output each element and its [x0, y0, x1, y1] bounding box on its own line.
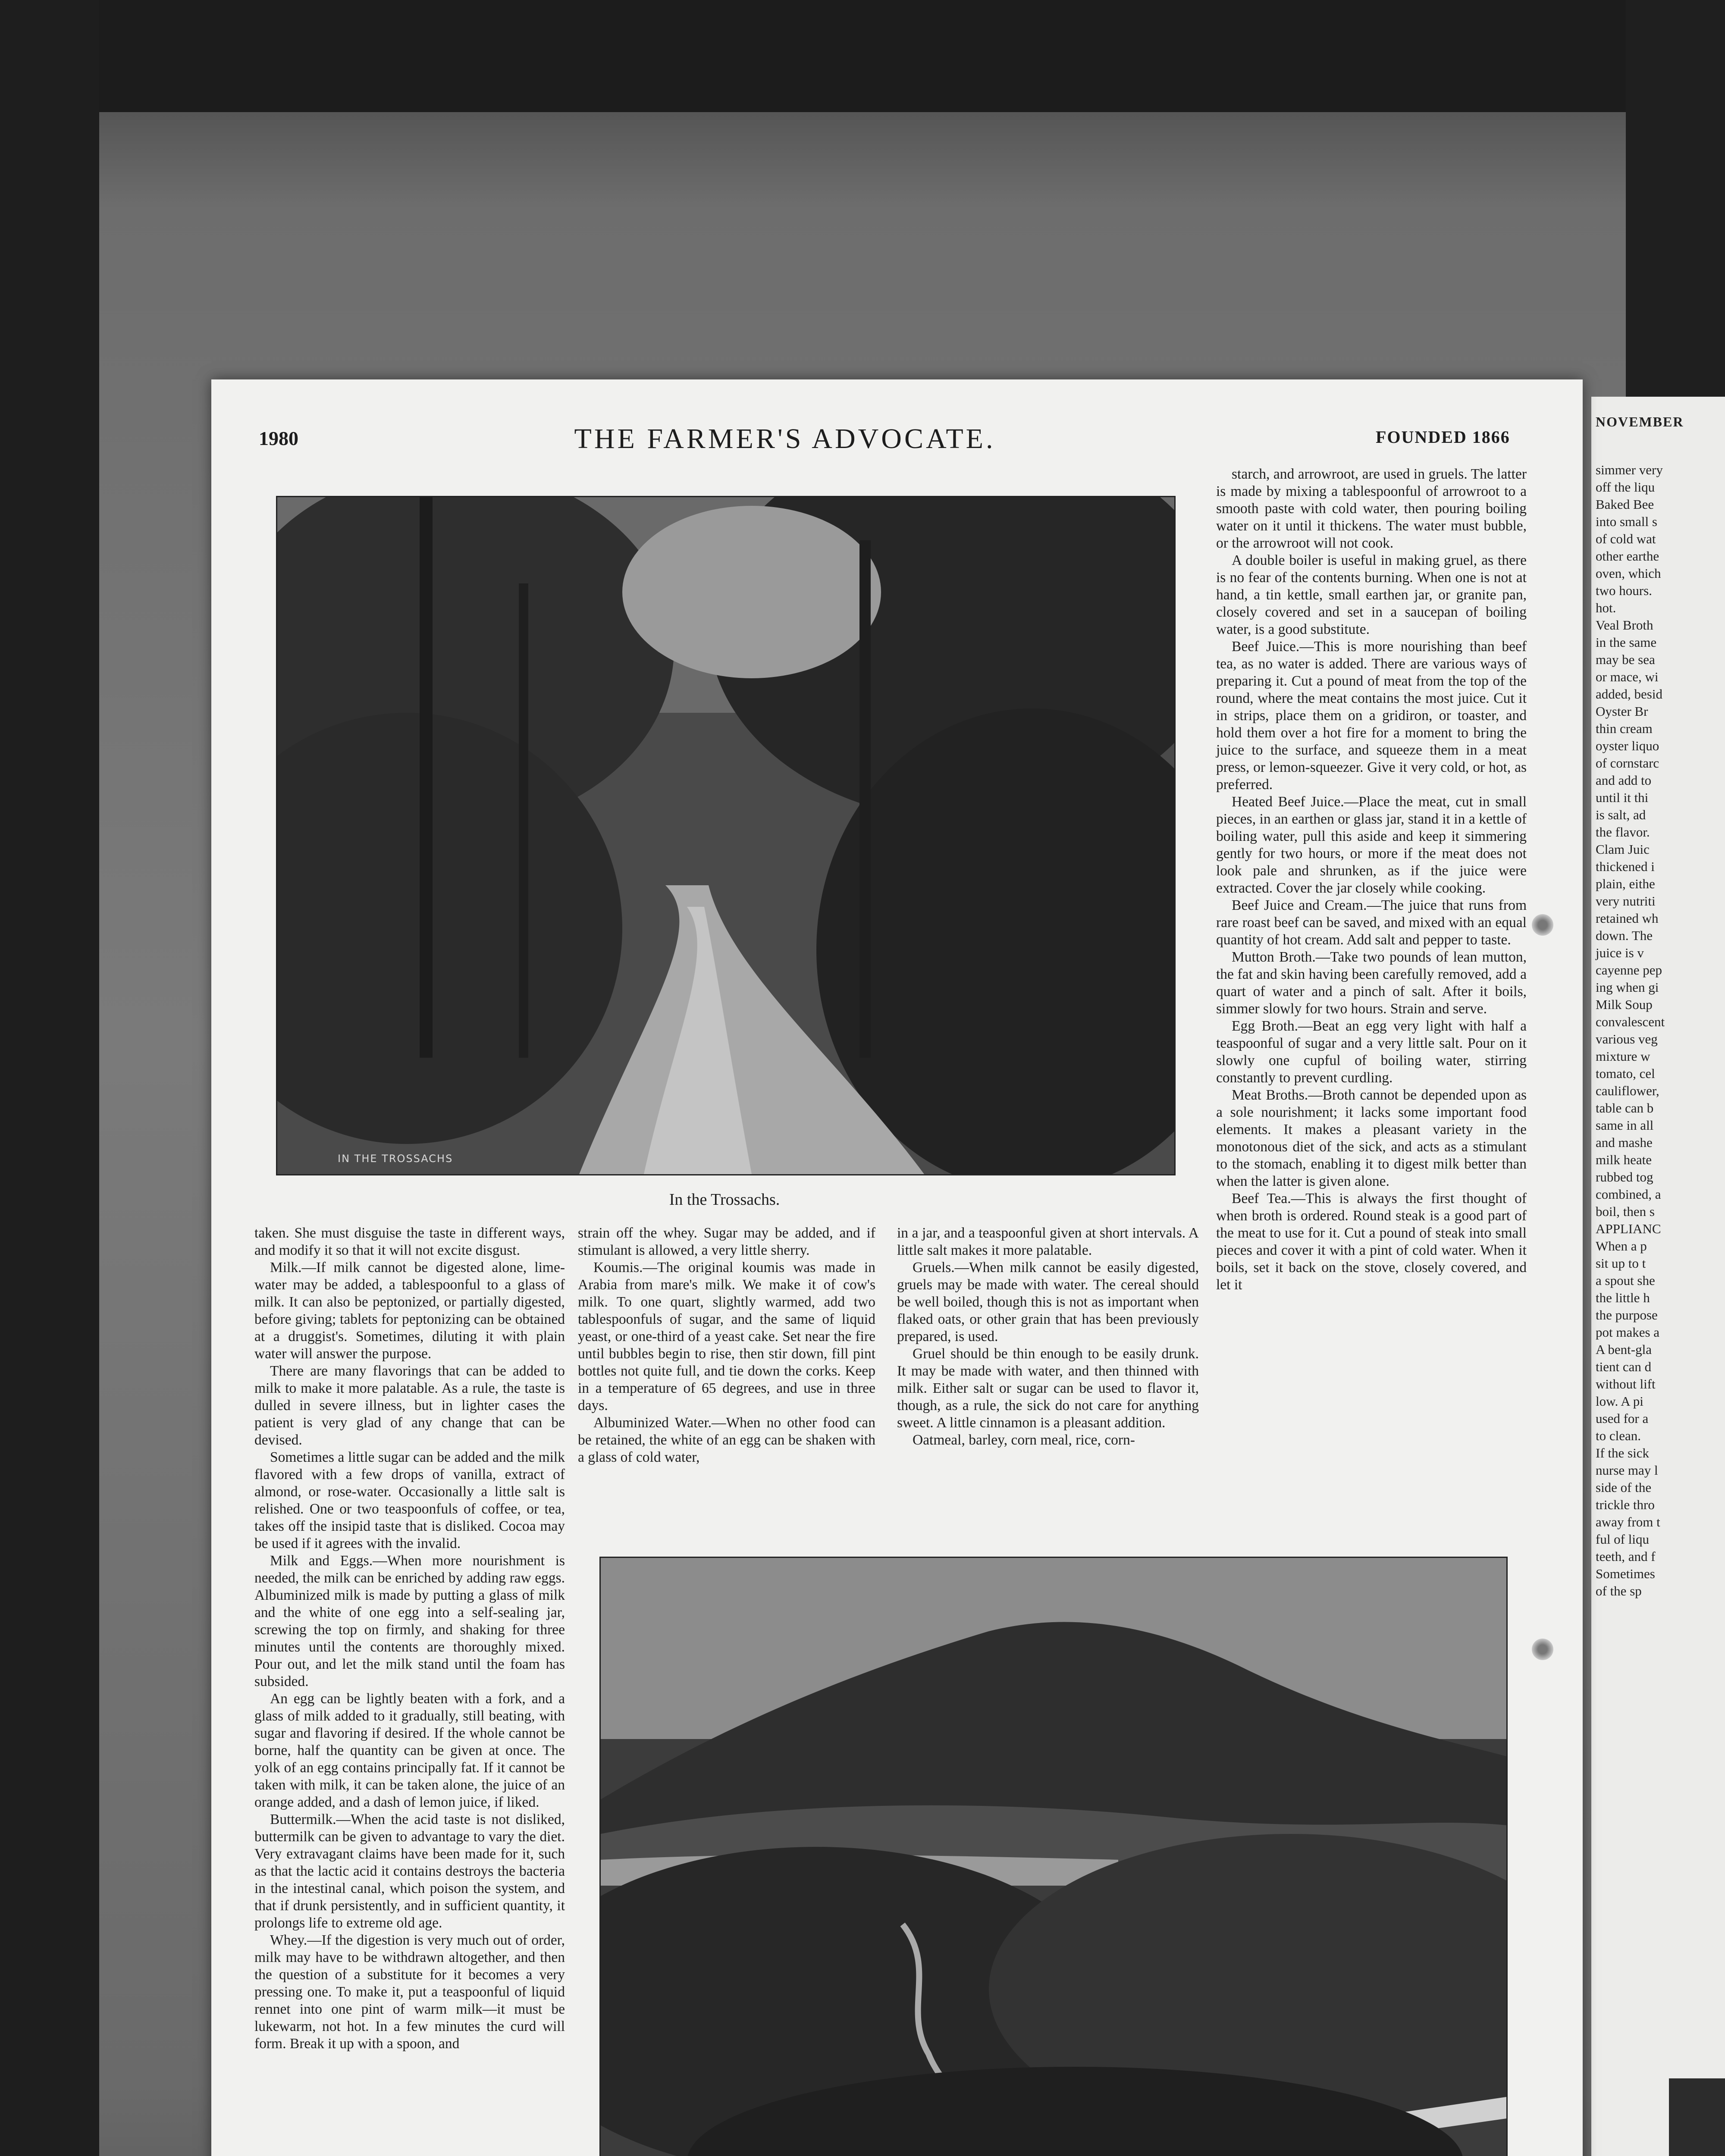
paragraph: Sometimes a little sugar can be added and the milk flavored with a few drops of vanilla, extract of almond, or rose-water. Occasionally a little salt is relished. One or two teaspoonfuls of coffee, or tea, takes off the insipid taste that is disliked. Cocoa may be used if it agrees with the invalid.	[254, 1449, 565, 1551]
paragraph: Albuminized Water.—When no other food can be retained, the white of an egg can be shaken with a glass of cold water,	[578, 1415, 875, 1465]
adjacent-page-fragment	[1591, 397, 1725, 2156]
adjacent-page-header: NOVEMBER	[1596, 414, 1684, 429]
binding-hole	[1532, 1639, 1553, 1660]
forest-road-photo-icon	[276, 496, 1176, 1175]
paragraph: An egg can be lightly beaten with a fork, and a glass of milk added to it gradually, still beating, with sugar and flavoring if desired. If the whole cannot be borne, half the quantity can be given at once. The yolk of an egg contains principally fat. If it cannot be taken with milk, it can be taken alone, the juice of an orange added, and a dash of lemon juice, if liked.	[254, 1691, 565, 1810]
paragraph: Beef Juice.—This is more nourishing than beef tea, as no water is added. There are various ways of preparing it. Cut a pound of meat from the top of the round, where the meat contains the most juice. Cut it in strips, place them on a gridiron, or toaster, and hold them over a hot fire for a moment to bring the juice to the surface, and squeeze them in a meat press, or lemon-squeezer. Give it very cold, or hot, as preferred.	[1216, 639, 1527, 793]
paragraph: Oatmeal, barley, corn meal, rice, corn-	[913, 1432, 1135, 1448]
binding-hole	[1532, 914, 1553, 936]
paragraph: Whey.—If the digestion is very much out of order, milk may have to be withdrawn altogether, and then the question of a substitute for it becomes a very pressing one. To make it, put a teaspoonful of liquid rennet into one pint of warm milk—it must be lukewarm, not hot. In a few minutes the curd will form. Break it up with a spoon, and	[254, 1932, 565, 2052]
paragraph: Mutton Broth.—Take two pounds of lean mutton, the fat and skin having been carefully removed, add a quart of water and a pinch of salt. After it boils, simmer slowly for two hours. Strain and serve.	[1216, 949, 1527, 1017]
paragraph: Gruel should be thin enough to be easily drunk. It may be made with water, and then thinned with milk. Either salt or sugar can be used to flavor it, though, as a rule, the sick do not care for anything sweet. A little cinnamon is a pleasant addition.	[897, 1346, 1199, 1431]
adjacent-page-photo	[1669, 2078, 1725, 2156]
paragraph: Beef Juice and Cream.—The juice that runs from rare roast beef can be saved, and mixed with an equal quantity of hot cream. Add salt and pepper to taste.	[1216, 897, 1527, 948]
paragraph: starch, and arrowroot, are used in gruels. The latter is made by mixing a tablespoonful of arrowroot to a smooth paste with cold water, then pouring boiling water on it until it thickens. The water must bubble, or the arrowroot will not cook.	[1216, 466, 1527, 551]
paragraph: Beef Tea.—This is always the first thought of when broth is ordered. Round steak is a good part of the meat to use for it. Cut a pound of steak into small pieces and cover it with a pint of cold water. When it boils, set it back on the stove, closely covered, and let it	[1216, 1191, 1527, 1293]
page-header	[211, 379, 1583, 457]
newspaper-page	[211, 379, 1583, 2156]
scan-border-left	[0, 0, 99, 2156]
loch-mountain-photo-icon	[599, 1557, 1508, 2156]
scan-border-top	[0, 0, 1725, 112]
page-number: 1980	[259, 427, 298, 449]
paragraph: Milk and Eggs.—When more nourishment is needed, the milk can be enriched by adding raw eggs. Albuminized milk is made by putting a glass of milk and the white of one egg into a self-sealing jar, screwing the top on firmly, and shaking for three minutes until the contents are thoroughly mixed. Pour out, and let the milk stand until the foam has subsided.	[254, 1553, 565, 1689]
paragraph: Heated Beef Juice.—Place the meat, cut in small pieces, in an earthen or glass jar, stand it in a kettle of boiling water, pull this aside and keep it simmering gently for two hours, or more if the meat does not look pale and shrunken, as if the juice were extracted. Cover the jar closely while cooking.	[1216, 794, 1527, 896]
paragraph: Gruels.—When milk cannot be easily digested, gruels may be made with water. The cereal should be well boiled, though this is not as important when flaked oats, or other grain that has been previously prepared, is used.	[897, 1260, 1199, 1344]
paragraph: A double boiler is useful in making gruel, as there is no fear of the contents burning. When one is not at hand, a tin kettle, small earthen jar, or granite pan, closely covered and set in a saucepan of boiling water, is a good substitute.	[1216, 552, 1527, 637]
article-column-1	[254, 1225, 565, 2053]
paragraph: Egg Broth.—Beat an egg very light with half a teaspoonful of sugar and a very little salt. Pour on it slowly one cupful of boiling water, stirring constantly to prevent curdling.	[1216, 1018, 1527, 1086]
masthead-title: THE FARMER'S ADVOCATE.	[574, 423, 996, 454]
paragraph: in a jar, and a teaspoonful given at short intervals. A little salt makes it more palatable.	[897, 1225, 1199, 1258]
paragraph: Koumis.—The original koumis was made in Arabia from mare's milk. We make it of cow's milk. To one quart, slightly warmed, add two tablespoonfuls of sugar, and the same of liquid yeast, or one-third of a yeast cake. Set near the fire until bubbles begin to rise, then stir down, fill pint bottles not quite full, and tie down the corks. Keep in a temperature of 65 degrees, and use in three days.	[578, 1260, 875, 1413]
article-column-right	[1216, 466, 1527, 1294]
adjacent-page-text: simmer very off the liqu Baked Bee into small s of cold wat other earthe oven, which two hours. hot. Veal Broth in the same may be sea or mace, wi added, besid Oyster Br thin cream oyster liquo of cornstarc and add to until it thi is salt, ad the flavor. Clam Juic thickened i plain, eithe very nutriti retained wh down. The juice is v cayenne pep ing when gi Milk Soup convalescent various veg mixture w tomato, cel cauliflower, table can b same in all and mashe milk heate rubbed tog combined, a boil, then s APPLIANC When a p sit up to t a spout she the little h the purpose pot makes a A bent-gla tient can d without lift low. A pi used for a to clean. If the sick nurse may l side of the trickle thro away from t ful of liqu teeth, and f Sometimes of the sp	[1596, 462, 1665, 1598]
founded-line: FOUNDED 1866	[1376, 427, 1510, 447]
paragraph: taken. She must disguise the taste in different ways, and modify it so that it will not excite disgust.	[254, 1225, 565, 1258]
top-photo-caption: In the Trossachs.	[669, 1191, 780, 1209]
paragraph: Meat Broths.—Broth cannot be depended upon as a sole nourishment; it lacks some important food elements. It makes a pleasant variety in the monotonous diet of the sick, and acts as a stimulant to the stomach, enabling it to digest milk better than when the latter is given alone.	[1216, 1087, 1527, 1189]
paragraph: There are many flavorings that can be added to milk to make it more palatable. As a rule, the taste is dulled in severe illness, but in lighter cases the patient is very glad of any change that can be devised.	[254, 1363, 565, 1448]
top-photo-credit: IN THE TROSSACHS	[338, 1153, 453, 1165]
article-column-2	[578, 1225, 875, 1466]
paragraph: Buttermilk.—When the acid taste is not disliked, buttermilk can be given to advantage to vary the diet. Very extravagant claims have been made for it, such as that the lactic acid it contains destroys the bacteria in the intestinal canal, which poison the system, and that if drunk persistently, and in sufficient quantity, it prolongs life to extreme old age.	[254, 1811, 565, 1931]
article-column-3	[897, 1225, 1199, 1449]
paragraph: strain off the whey. Sugar may be added, and if stimulant is allowed, a very little sherry.	[578, 1225, 875, 1258]
paragraph: Milk.—If milk cannot be digested alone, lime-water may be added, a tablespoonful to a glass of milk. It can also be peptonized, or partially digested, before giving; tablets for peptonizing can be obtained at a druggist's. Sometimes, diluting it with plain water will answer the purpose.	[254, 1260, 565, 1362]
